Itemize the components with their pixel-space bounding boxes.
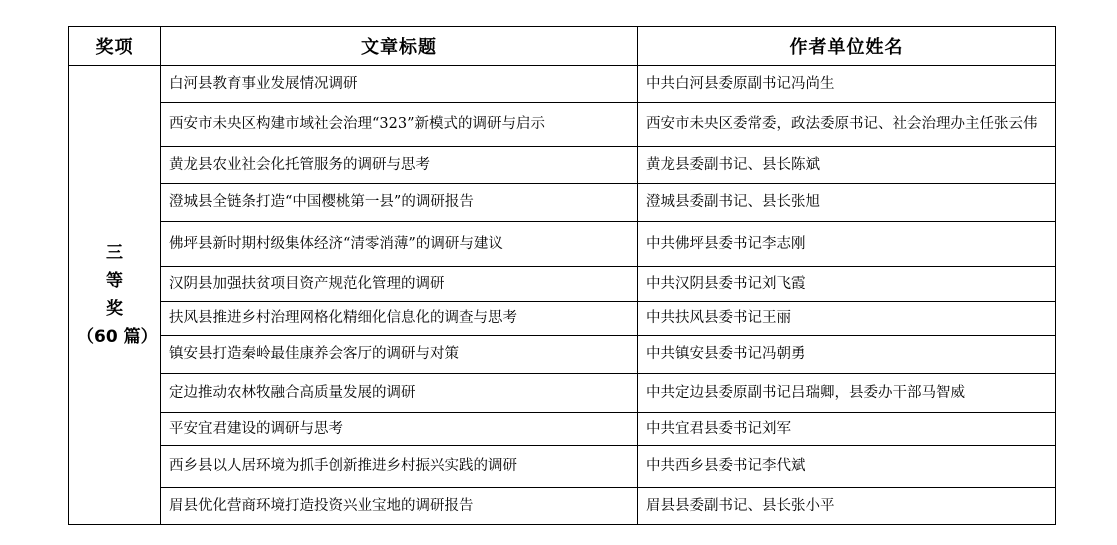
table-row — [69, 147, 1056, 184]
table-row — [69, 222, 1056, 267]
article-title: 佛坪县新时期村级集体经济“清零消薄”的调研与建议 — [161, 222, 638, 267]
author-name: 眉县县委副书记、县长张小平 — [638, 488, 1056, 525]
award-char-3: 奖 — [106, 299, 123, 319]
award-count: （60 篇） — [77, 327, 158, 347]
author-name: 中共宜君县委书记刘军 — [638, 413, 1056, 446]
award-char-2: 等 — [106, 271, 123, 291]
table-row — [69, 302, 1056, 336]
article-title: 黄龙县农业社会化托管服务的调研与思考 — [161, 147, 638, 184]
author-name: 中共扶风县委书记王丽 — [638, 302, 1056, 336]
author-name: 黄龙县委副书记、县长陈斌 — [638, 147, 1056, 184]
article-title: 汉阴县加强扶贫项目资产规范化管理的调研 — [161, 267, 638, 302]
author-name: 中共白河县委原副书记冯尚生 — [638, 66, 1056, 103]
table-row — [69, 66, 1056, 103]
table-row — [69, 336, 1056, 374]
article-title: 白河县教育事业发展情况调研 — [161, 66, 638, 103]
table-row — [69, 413, 1056, 446]
table-row — [69, 446, 1056, 488]
article-title: 西乡县以人居环境为抓手创新推进乡村振兴实践的调研 — [161, 446, 638, 488]
article-title: 西安市未央区构建市域社会治理“323”新模式的调研与启示 — [161, 103, 638, 147]
header-author: 作者单位姓名 — [638, 27, 1056, 66]
header-award: 奖项 — [69, 27, 161, 66]
table-row — [69, 267, 1056, 302]
header-title: 文章标题 — [161, 27, 638, 66]
article-title: 眉县优化营商环境打造投资兴业宝地的调研报告 — [161, 488, 638, 525]
article-title: 平安宜君建设的调研与思考 — [161, 413, 638, 446]
table-row — [69, 488, 1056, 525]
author-name: 中共佛坪县委书记李志刚 — [638, 222, 1056, 267]
author-name: 澄城县委副书记、县长张旭 — [638, 184, 1056, 222]
article-title: 定边推动农林牧融合高质量发展的调研 — [161, 374, 638, 413]
author-name: 中共汉阴县委书记刘飞霞 — [638, 267, 1056, 302]
author-name: 中共镇安县委书记冯朝勇 — [638, 336, 1056, 374]
award-char-1: 三 — [106, 243, 123, 263]
article-title: 澄城县全链条打造“中国樱桃第一县”的调研报告 — [161, 184, 638, 222]
author-name: 西安市未央区委常委，政法委原书记、社会治理办主任张云伟 — [638, 103, 1056, 147]
award-level-cell — [69, 66, 161, 525]
table-row — [69, 374, 1056, 413]
article-title: 扶风县推进乡村治理网格化精细化信息化的调查与思考 — [161, 302, 638, 336]
header-row — [69, 27, 1056, 66]
author-name: 中共西乡县委书记李代斌 — [638, 446, 1056, 488]
table-row — [69, 103, 1056, 147]
article-title: 镇安县打造秦岭最佳康养会客厅的调研与对策 — [161, 336, 638, 374]
award-table — [68, 26, 1056, 525]
author-name: 中共定边县委原副书记吕瑞卿，县委办干部马智威 — [638, 374, 1056, 413]
table-row — [69, 184, 1056, 222]
